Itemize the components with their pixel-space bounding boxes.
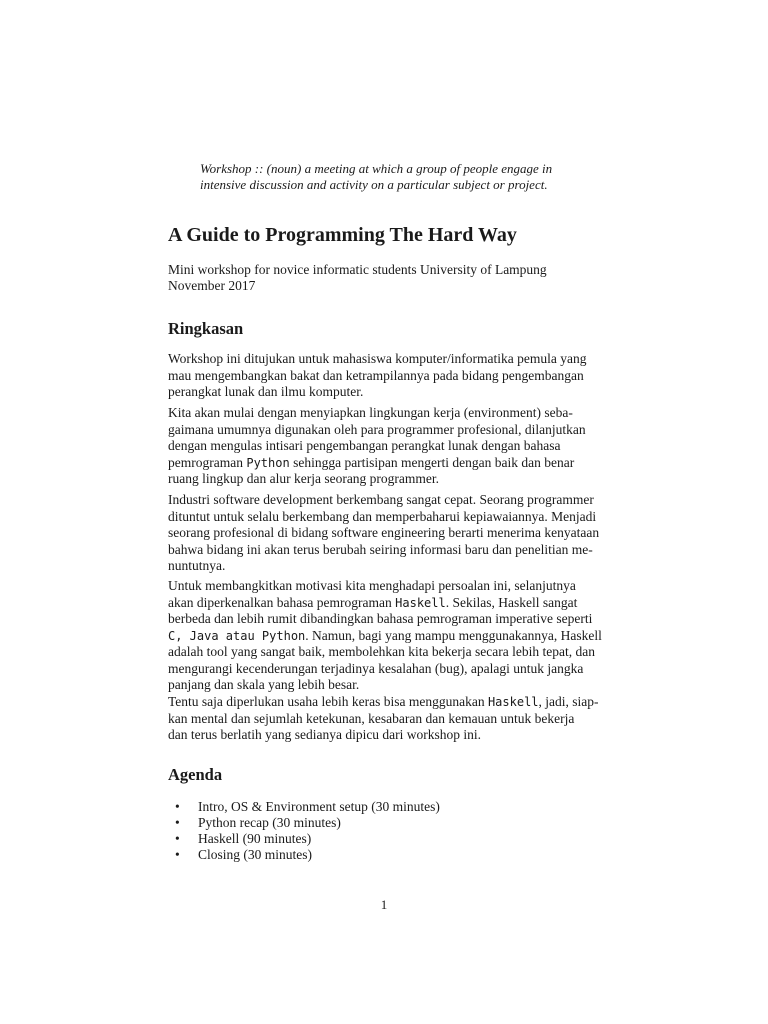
list-item-label: Haskell (90 minutes) <box>198 831 312 846</box>
list-item <box>170 831 440 847</box>
agenda-list <box>170 799 440 863</box>
paragraph-line: seorang profesional di bidang software engineering berarti menerima kenyataan <box>168 525 600 540</box>
bullet-icon: • <box>175 815 180 830</box>
list-item <box>170 847 440 863</box>
paragraph-line <box>168 694 602 711</box>
list-item <box>170 799 440 815</box>
paragraph <box>168 694 602 744</box>
text-run: pemrograman <box>168 454 247 470</box>
paragraph-line: gaimana umumnya digunakan oleh para programmer profesional, dilanjutkan <box>168 421 586 437</box>
paragraph <box>168 405 602 488</box>
paragraph-line: dan terus berlatih yang sedianya dipicu dari workshop ini. <box>168 727 482 742</box>
subtitle-date: November 2017 <box>168 278 256 293</box>
inline-code: C, Java atau Python <box>168 628 306 643</box>
list-item-label: Closing (30 minutes) <box>198 847 312 862</box>
inline-code: Haskell <box>487 695 539 709</box>
list-item <box>170 815 440 831</box>
subtitle-line: Mini workshop for novice informatic students University of Lampung <box>168 262 547 277</box>
text-run: akan diperkenalkan bahasa pemrograman <box>168 594 396 610</box>
text-run: sehingga partisipan mengerti dengan baik dan benar <box>289 454 575 470</box>
paragraph-line: mau mengembangkan bakat dan ketrampilannya pada bidang pengembangan <box>168 367 584 383</box>
paragraph-line: mengurangi kecenderungan terjadinya kesalahan (bug), apalagi untuk jangka <box>168 660 584 676</box>
paragraph-line <box>168 455 602 472</box>
paragraph-line <box>168 628 602 645</box>
paragraph-line: Kita akan mulai dengan menyiapkan lingkungan kerja (environment) seba- <box>168 405 573 420</box>
paragraph-line: berbeda dan lebih rumit dibandingkan bahasa pemrograman imperative seperti <box>168 611 593 626</box>
paragraph-line: Untuk membangkitkan motivasi kita menghadapi persoalan ini, selanjutnya <box>168 578 576 593</box>
paragraph <box>168 351 602 401</box>
epigraph-line: intensive discussion and activity on a particular subject or project. <box>200 177 548 192</box>
paragraph-line: Workshop ini ditujukan untuk mahasiswa komputer/informatika pemula yang <box>168 351 587 366</box>
paragraph-line: Industri software development berkembang sangat cepat. Seorang programmer <box>168 492 594 507</box>
section-heading-agenda: Agenda <box>168 765 223 784</box>
paragraph-line: dituntut untuk selalu berkembang dan memperbaharui kepiawaiannya. Menjadi <box>168 508 597 524</box>
inline-code: Haskell <box>395 595 446 610</box>
text-run: Tentu saja diperlukan usaha lebih keras bisa menggunakan <box>168 694 488 709</box>
section-heading-ringkasan: Ringkasan <box>168 319 244 338</box>
paragraph-line: adalah tool yang sangat baik, membolehkan kita bekerja secara lebih tepat, dan <box>168 644 595 659</box>
paragraph-line: kan mental dan sejumlah ketekunan, kesabaran dan kemauan untuk bekerja <box>168 710 575 726</box>
paragraph-line: bahwa bidang ini akan terus berubah seiring informasi baru dan penelitian me- <box>168 541 593 557</box>
list-item-label: Python recap (30 minutes) <box>198 815 341 830</box>
page-number: 1 <box>380 897 388 912</box>
paragraph-line <box>168 595 602 612</box>
epigraph-line: Workshop :: (noun) a meeting at which a group of people engage in <box>200 161 553 176</box>
list-item-label: Intro, OS & Environment setup (30 minutes) <box>198 799 440 814</box>
bullet-icon: • <box>175 831 180 846</box>
paragraph-line: nuntutnya. <box>168 558 226 573</box>
epigraph <box>200 161 580 193</box>
paragraph <box>168 578 602 694</box>
inline-code: Python <box>246 455 290 470</box>
text-run: . Sekilas, Haskell sangat <box>445 594 578 610</box>
text-run: . Namun, bagi yang mampu menggunakannya, Haskell <box>305 627 602 643</box>
paragraph <box>168 492 602 575</box>
paragraph-line: panjang dan skala yang lebih besar. <box>168 677 360 692</box>
bullet-icon: • <box>175 799 180 814</box>
paragraph-line: ruang lingkup dan alur kerja seorang programmer. <box>168 471 440 486</box>
document-title: A Guide to Programming The Hard Way <box>168 224 517 246</box>
text-run: , jadi, siap- <box>538 694 599 709</box>
bullet-icon: • <box>175 847 180 862</box>
paragraph-line: perangkat lunak dan ilmu komputer. <box>168 384 364 399</box>
paragraph-line: dengan mengulas intisari pengembangan perangkat lunak dengan bahasa <box>168 438 561 453</box>
document-subtitle <box>168 262 608 294</box>
